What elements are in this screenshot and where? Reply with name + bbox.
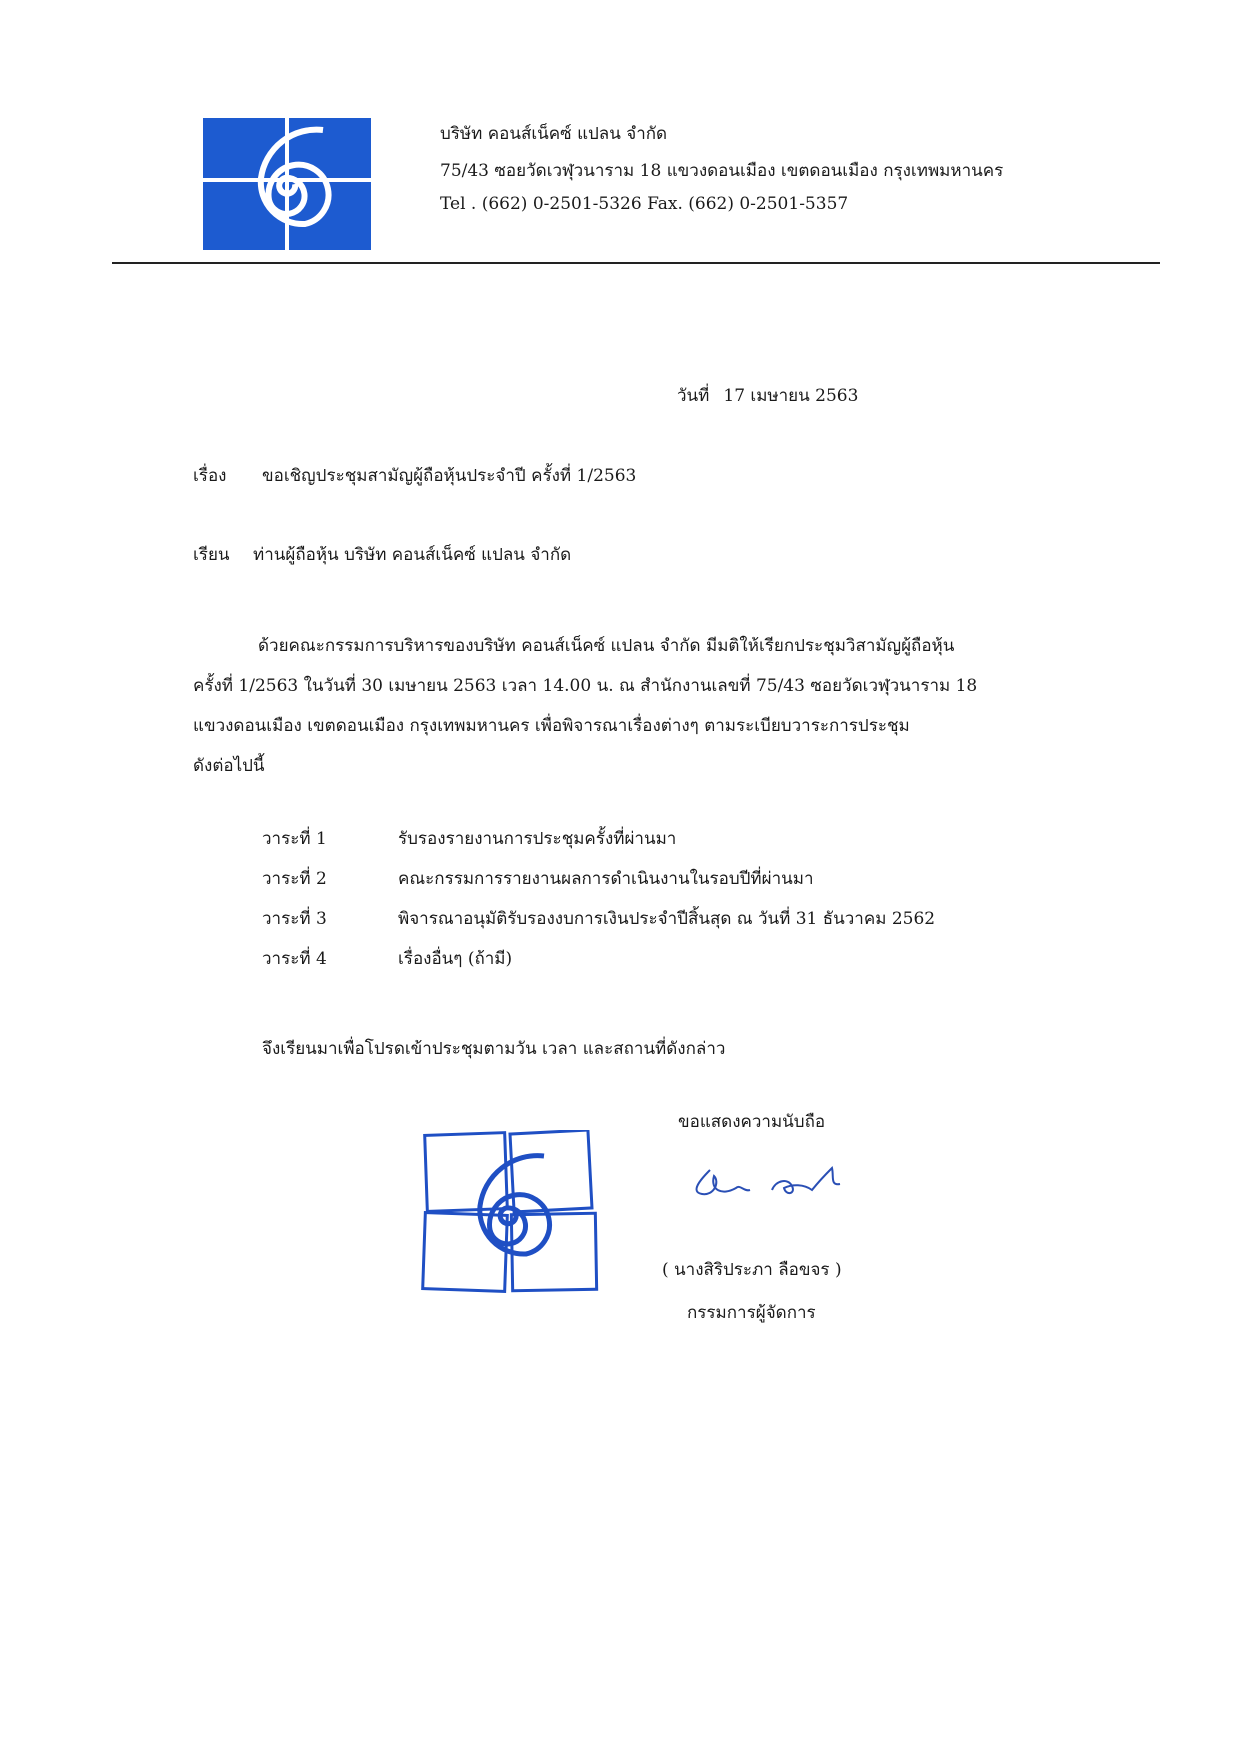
agenda-label: วาระที่ 2	[262, 869, 327, 889]
closing-text: จึงเรียนมาเพื่อโปรดเข้าประชุมตามวัน เวลา และสถานที่ดังกล่าว	[262, 1039, 726, 1059]
header-divider	[112, 262, 1160, 264]
date-label: วันที่	[677, 386, 710, 406]
body-paragraph	[193, 626, 1073, 786]
recipient-label: เรียน	[193, 545, 230, 565]
signatory-title: กรรมการผู้จัดการ	[687, 1303, 816, 1323]
agenda-text: รับรองรายงานการประชุมครั้งที่ผ่านมา	[398, 829, 677, 849]
subject-value: ขอเชิญประชุมสามัญผู้ถือหุ้นประจำปี ครั้งที่ 1/2563	[262, 466, 637, 486]
company-name: บริษัท คอนส์เน็คซ์ แปลน จำกัด	[440, 124, 668, 144]
body-line: ด้วยคณะกรรมการบริหารของบริษัท คอนส์เน็คซ์ แปลน จำกัด มีมติให้เรียกประชุมวิสามัญผู้ถือหุ้น	[258, 636, 955, 656]
date-value: 17 เมษายน 2563	[723, 386, 859, 406]
letter-date	[677, 382, 858, 409]
regards-text: ขอแสดงความนับถือ	[678, 1112, 826, 1132]
company-stamp	[420, 1130, 602, 1296]
company-contact: Tel . (662) 0-2501-5326 Fax. (662) 0-2501-5357	[440, 194, 849, 214]
agenda-label: วาระที่ 4	[262, 949, 327, 969]
recipient-value: ท่านผู้ถือหุ้น บริษัท คอนส์เน็คซ์ แปลน จำกัด	[253, 545, 572, 565]
body-line: ครั้งที่ 1/2563 ในวันที่ 30 เมษายน 2563 เวลา 14.00 น. ณ สำนักงานเลขที่ 75/43 ซอยวัดเวฬุวนาราม 18	[193, 676, 978, 696]
agenda-text: คณะกรรมการรายงานผลการดำเนินงานในรอบปีที่ผ่านมา	[398, 869, 814, 889]
subject-label: เรื่อง	[193, 466, 227, 486]
signature-mark	[680, 1150, 880, 1220]
agenda-text: พิจารณาอนุมัติรับรองงบการเงินประจำปีสิ้นสุด ณ วันที่ 31 ธันวาคม 2562	[398, 909, 936, 929]
body-line: แขวงดอนเมือง เขตดอนเมือง กรุงเทพมหานคร เพื่อพิจารณาเรื่องต่างๆ ตามระเบียบวาระการประชุม	[193, 716, 910, 736]
agenda-label: วาระที่ 1	[262, 829, 327, 849]
company-logo	[203, 118, 371, 250]
signatory-name: ( นางสิริประภา ลือขจร )	[662, 1260, 842, 1280]
agenda-label: วาระที่ 3	[262, 909, 327, 929]
agenda-text: เรื่องอื่นๆ (ถ้ามี)	[398, 949, 513, 969]
company-address: 75/43 ซอยวัดเวฬุวนาราม 18 แขวงดอนเมือง เขตดอนเมือง กรุงเทพมหานคร	[440, 161, 1004, 181]
body-line: ดังต่อไปนี้	[193, 756, 265, 776]
